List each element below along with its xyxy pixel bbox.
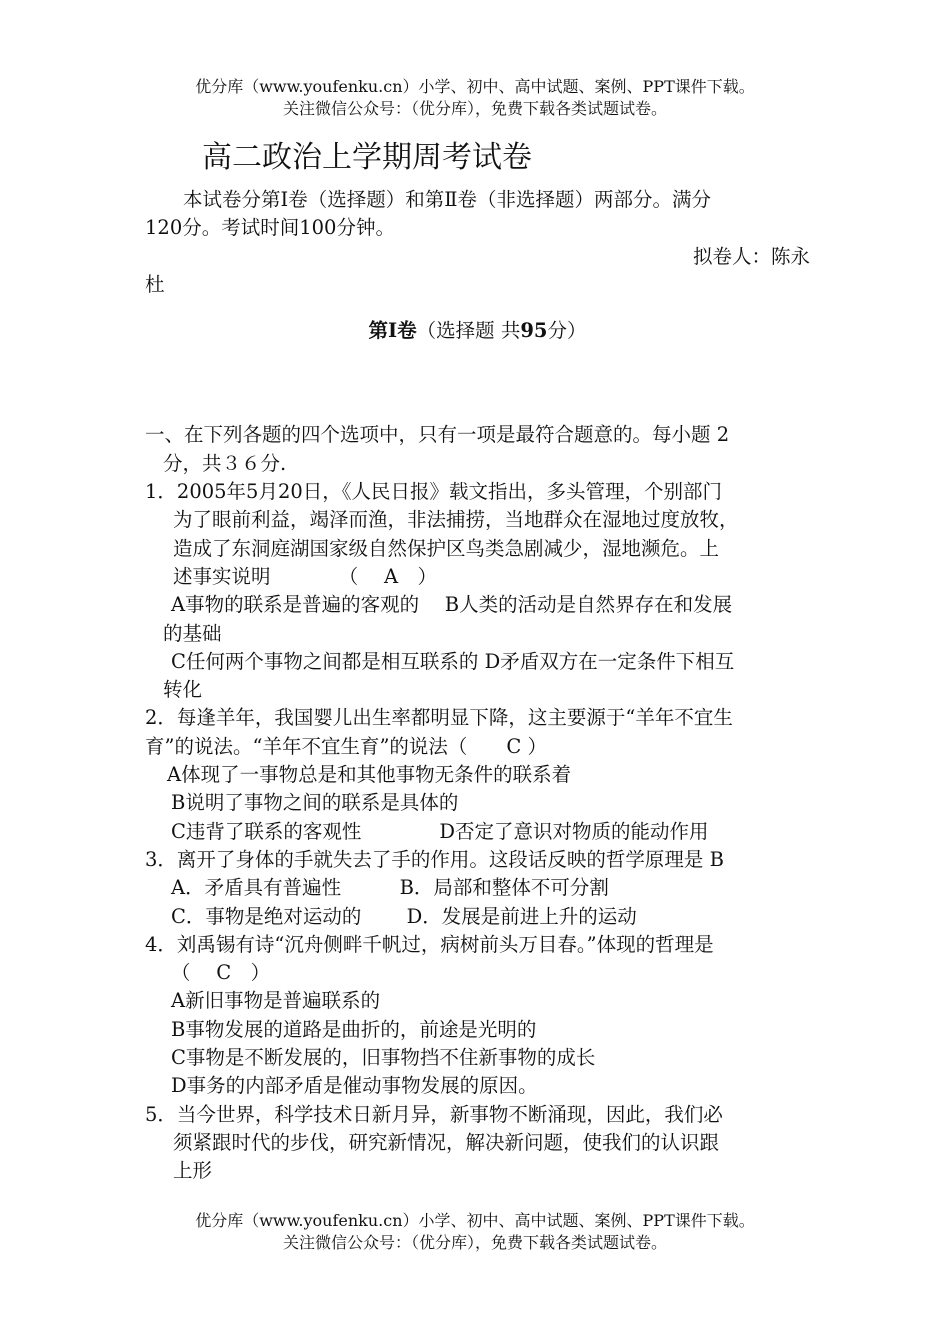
section-heading-mid: （选择题 共 — [416, 319, 521, 343]
question-1-option-line-2: 的基础 — [163, 621, 222, 645]
question-5-line-2: 须紧跟时代的步伐，研究新情况，解决新问题，使我们的认识跟 — [173, 1130, 720, 1154]
question-2-line-2: 育”的说法。“羊年不宜生育”的说法（ C ） — [145, 734, 548, 758]
question-3-option-line-2: C．事物是绝对运动的 D．发展是前进上升的运动 — [171, 904, 637, 928]
section-heading-score: 95 — [520, 319, 548, 343]
question-3 — [145, 846, 810, 931]
section-heading — [145, 317, 810, 345]
question-4-option-line-1: A新旧事物是普遍联系的 — [171, 989, 381, 1013]
question-5-line-3: 上形 — [173, 1159, 213, 1183]
page-header — [0, 76, 950, 120]
question-2-option-line-3: C违背了联系的客观性 D否定了意识对物质的能动作用 — [171, 819, 709, 843]
question-1-line-3: 造成了东洞庭湖国家级自然保护区鸟类急剧减少，湿地濒危。上 — [173, 536, 720, 560]
question-4-line-2: （ C ） — [171, 961, 271, 985]
question-1-option-line-4: 转化 — [163, 678, 203, 702]
intro-line-2: 120分。考试时间100分钟。 — [145, 216, 395, 240]
author-line-1: 拟卷人：陈永 — [692, 244, 810, 268]
question-1-line-4: 述事实说明 （ A ） — [173, 564, 438, 588]
question-4-line-1: 4．刘禹锡有诗“沉舟侧畔千帆过，病树前头万目春。”体现的哲理是 — [145, 932, 714, 956]
footer-line-1: 优分库（www.youfenku.cn）小学、初中、高中试题、案例、PPT课件下载。 — [195, 1211, 755, 1230]
document-body — [145, 186, 810, 1186]
question-1 — [145, 478, 810, 704]
question-1-line-1: 1．2005年5月20日，《人民日报》载文指出，多头管理，个别部门 — [145, 480, 723, 504]
question-5-line-1: 5．当今世界，科学技术日新月异，新事物不断涌现，因此，我们必 — [145, 1102, 723, 1126]
question-4 — [145, 931, 810, 1101]
part1-instruction-line-1: 一、在下列各题的四个选项中，只有一项是最符合题意的。每小题 2 — [145, 423, 730, 447]
question-4-option-line-3: C事物是不断发展的，旧事物挡不住新事物的成长 — [171, 1046, 596, 1070]
question-1-option-line-1: A事物的联系是普遍的客观的 B人类的活动是自然界存在和发展 — [171, 593, 733, 617]
question-1-option-line-3: C任何两个事物之间都是相互联系的 D矛盾双方在一定条件下相互 — [171, 649, 735, 673]
question-3-option-line-1: A．矛盾具有普遍性 B．局部和整体不可分割 — [171, 876, 609, 900]
question-5 — [145, 1101, 810, 1186]
author-line-2: 杜 — [145, 272, 165, 296]
question-2-option-line-2: B说明了事物之间的联系是具体的 — [171, 791, 459, 815]
document-title: 高二政治上学期周考试卷 — [202, 140, 532, 175]
section-heading-end: 分） — [547, 319, 587, 343]
header-line-1: 优分库（www.youfenku.cn）小学、初中、高中试题、案例、PPT课件下载。 — [195, 77, 755, 96]
part1-instruction-line-2: 分，共３６分. — [163, 451, 287, 475]
question-3-line-1: 3．离开了身体的手就失去了手的作用。这段话反映的哲学原理是 B — [145, 847, 724, 871]
footer-line-2: 关注微信公众号：（优分库），免费下载各类试题试卷。 — [282, 1233, 667, 1252]
question-1-line-2: 为了眼前利益，竭泽而渔，非法捕捞，当地群众在湿地过度放牧， — [173, 508, 739, 532]
page-footer — [0, 1210, 950, 1254]
header-line-2: 关注微信公众号：（优分库），免费下载各类试题试卷。 — [282, 99, 667, 118]
question-2-option-line-1: A体现了一事物总是和其他事物无条件的联系着 — [167, 763, 572, 787]
question-2 — [145, 704, 810, 845]
intro-line-1: 本试卷分第Ⅰ卷（选择题）和第Ⅱ卷（非选择题）两部分。满分 — [183, 188, 711, 211]
question-4-option-line-2: B事物发展的道路是曲折的，前途是光明的 — [171, 1017, 537, 1041]
question-2-line-1: 2．每逢羊年，我国婴儿出生率都明显下降，这主要源于“羊年不宜生 — [145, 706, 733, 730]
question-4-option-line-4: D事务的内部矛盾是催动事物发展的原因。 — [171, 1074, 538, 1098]
section-heading-bold: 第Ⅰ卷 — [368, 319, 417, 343]
